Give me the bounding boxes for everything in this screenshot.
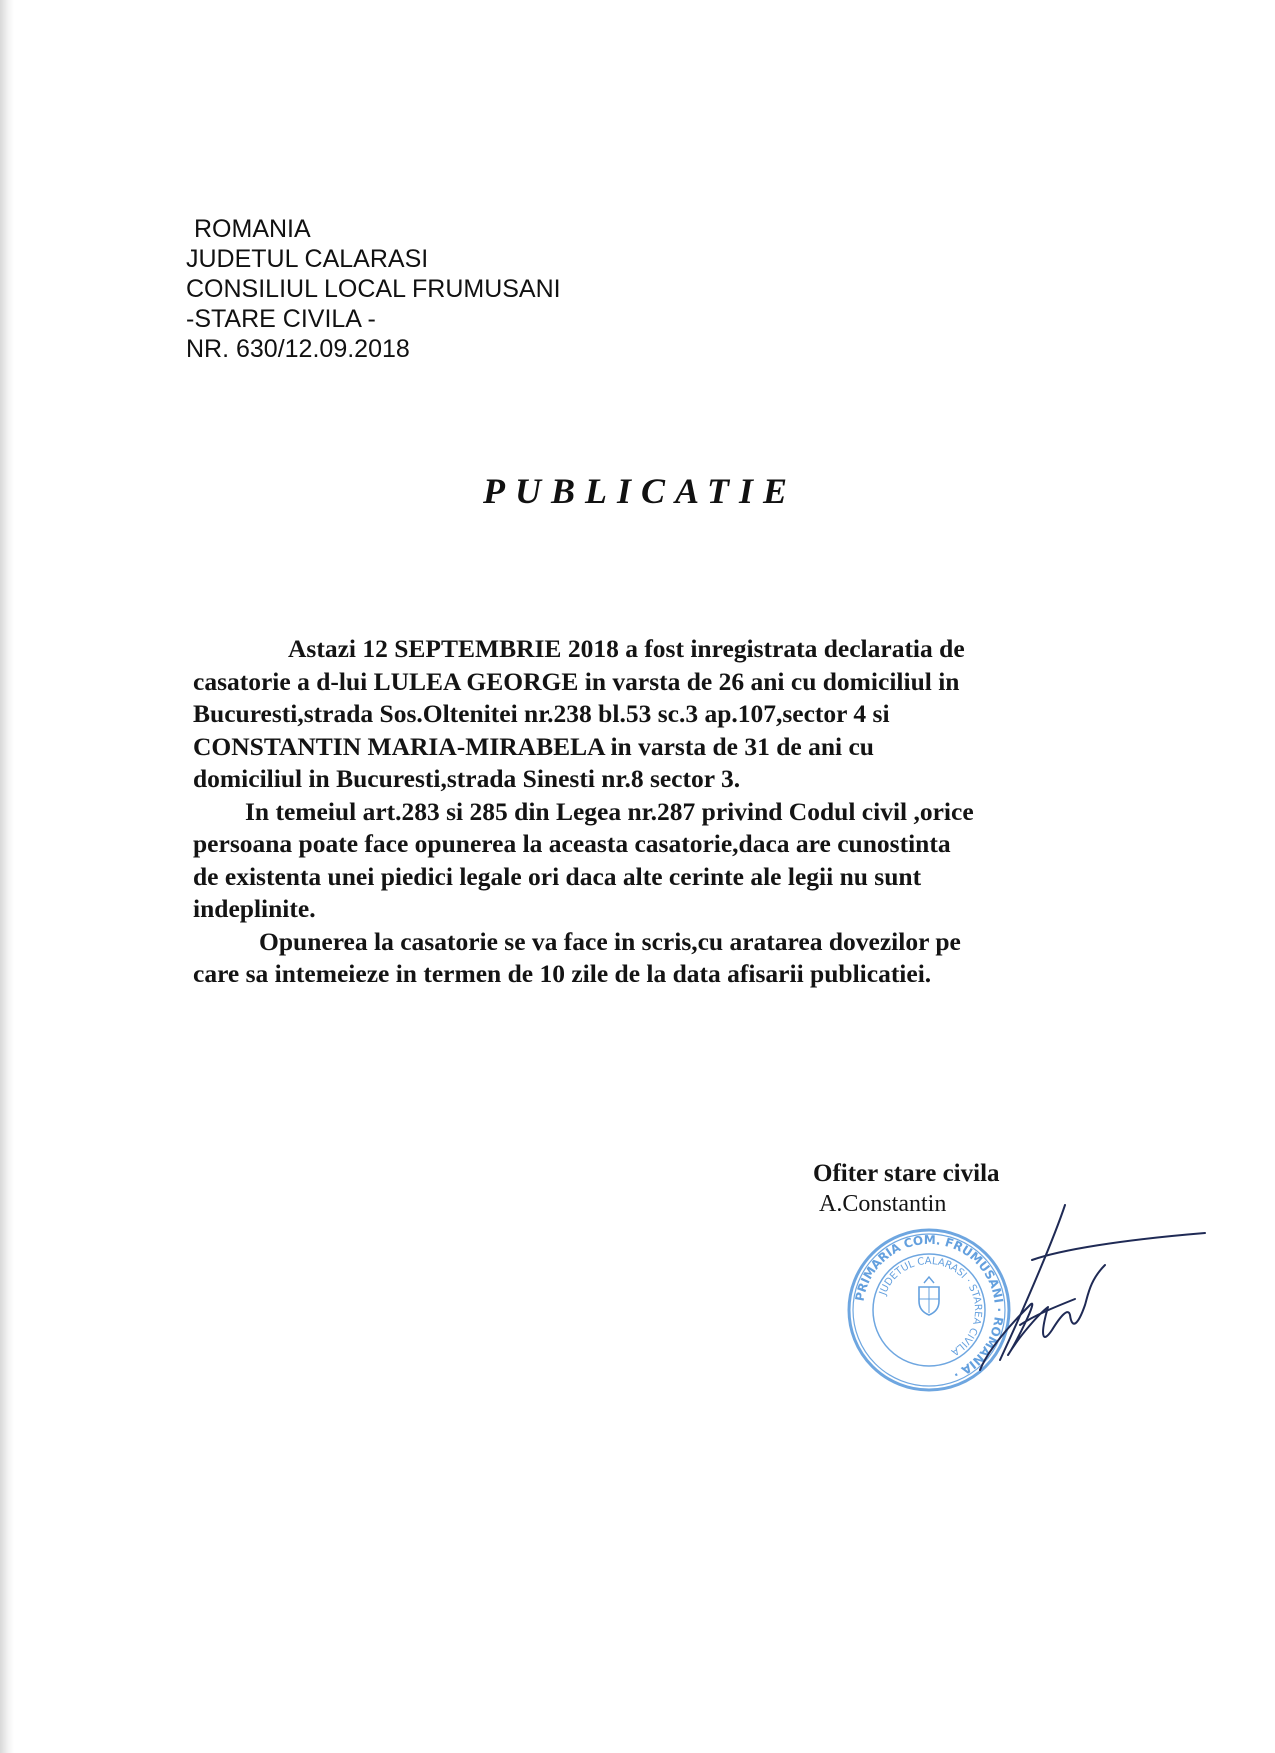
body-line: Opunerea la casatorie se va face in scris,cu aratarea dovezilor pe [259, 926, 961, 956]
body-line: indeplinite. [193, 894, 316, 923]
country-line: ROMANIA [194, 215, 311, 243]
department-line: -STARE CIVILA - [186, 305, 376, 333]
paragraph-legal-basis [193, 796, 1063, 926]
body-line: domiciliul in Bucuresti,strada Sinesti nr.8 sector 3. [193, 764, 741, 793]
body-line: CONSTANTIN MARIA-MIRABELA in varsta de 31 de ani cu [193, 731, 874, 761]
county-line: JUDETUL CALARASI [186, 245, 429, 273]
body-line: casatorie a d-lui LULEA GEORGE in varsta de 26 ani cu domiciliul in [193, 666, 960, 696]
body-line: de existenta unei piedici legale ori daca alte cerinte ale legii nu sunt [193, 861, 922, 891]
scan-edge [0, 0, 14, 1753]
signer-title: Ofiter stare civila [813, 1160, 1000, 1187]
body-line: persoana poate face opunerea la aceasta casatorie,daca are cunostinta [193, 829, 951, 858]
council-line: CONSILIUL LOCAL FRUMUSANI [186, 275, 561, 303]
letterhead [186, 214, 561, 364]
stamp-inner-ring-text: JUDETUL CALARASI · STAREA CIVILA [877, 1255, 984, 1358]
paragraph-opposition [193, 926, 1063, 991]
body-line: Bucuresti,strada Sos.Oltenitei nr.238 bl.53 sc.3 ap.107,sector 4 si [193, 699, 890, 728]
document-title: PUBLICATIE [483, 471, 798, 511]
body-line: Astazi 12 SEPTEMBRIE 2018 a fost inregistrata declaratia de [288, 634, 965, 663]
signer-name: A.Constantin [819, 1191, 947, 1217]
body-line: care sa intemeieze in termen de 10 zile de la data afisarii publicatiei. [193, 959, 932, 988]
stamp-ring-text: PRIMARIA COM. FRUMUSANI · ROMANIA · [852, 1232, 1007, 1382]
registration-number: NR. 630/12.09.2018 [186, 335, 410, 363]
coat-of-arms-icon [919, 1277, 939, 1315]
body-line: In temeiul art.283 si 285 din Legea nr.287 privind Codul civil ,orice [245, 796, 974, 826]
document-body [193, 633, 1063, 991]
paragraph-declaration [193, 633, 1063, 796]
handwritten-signature [960, 1195, 1210, 1385]
